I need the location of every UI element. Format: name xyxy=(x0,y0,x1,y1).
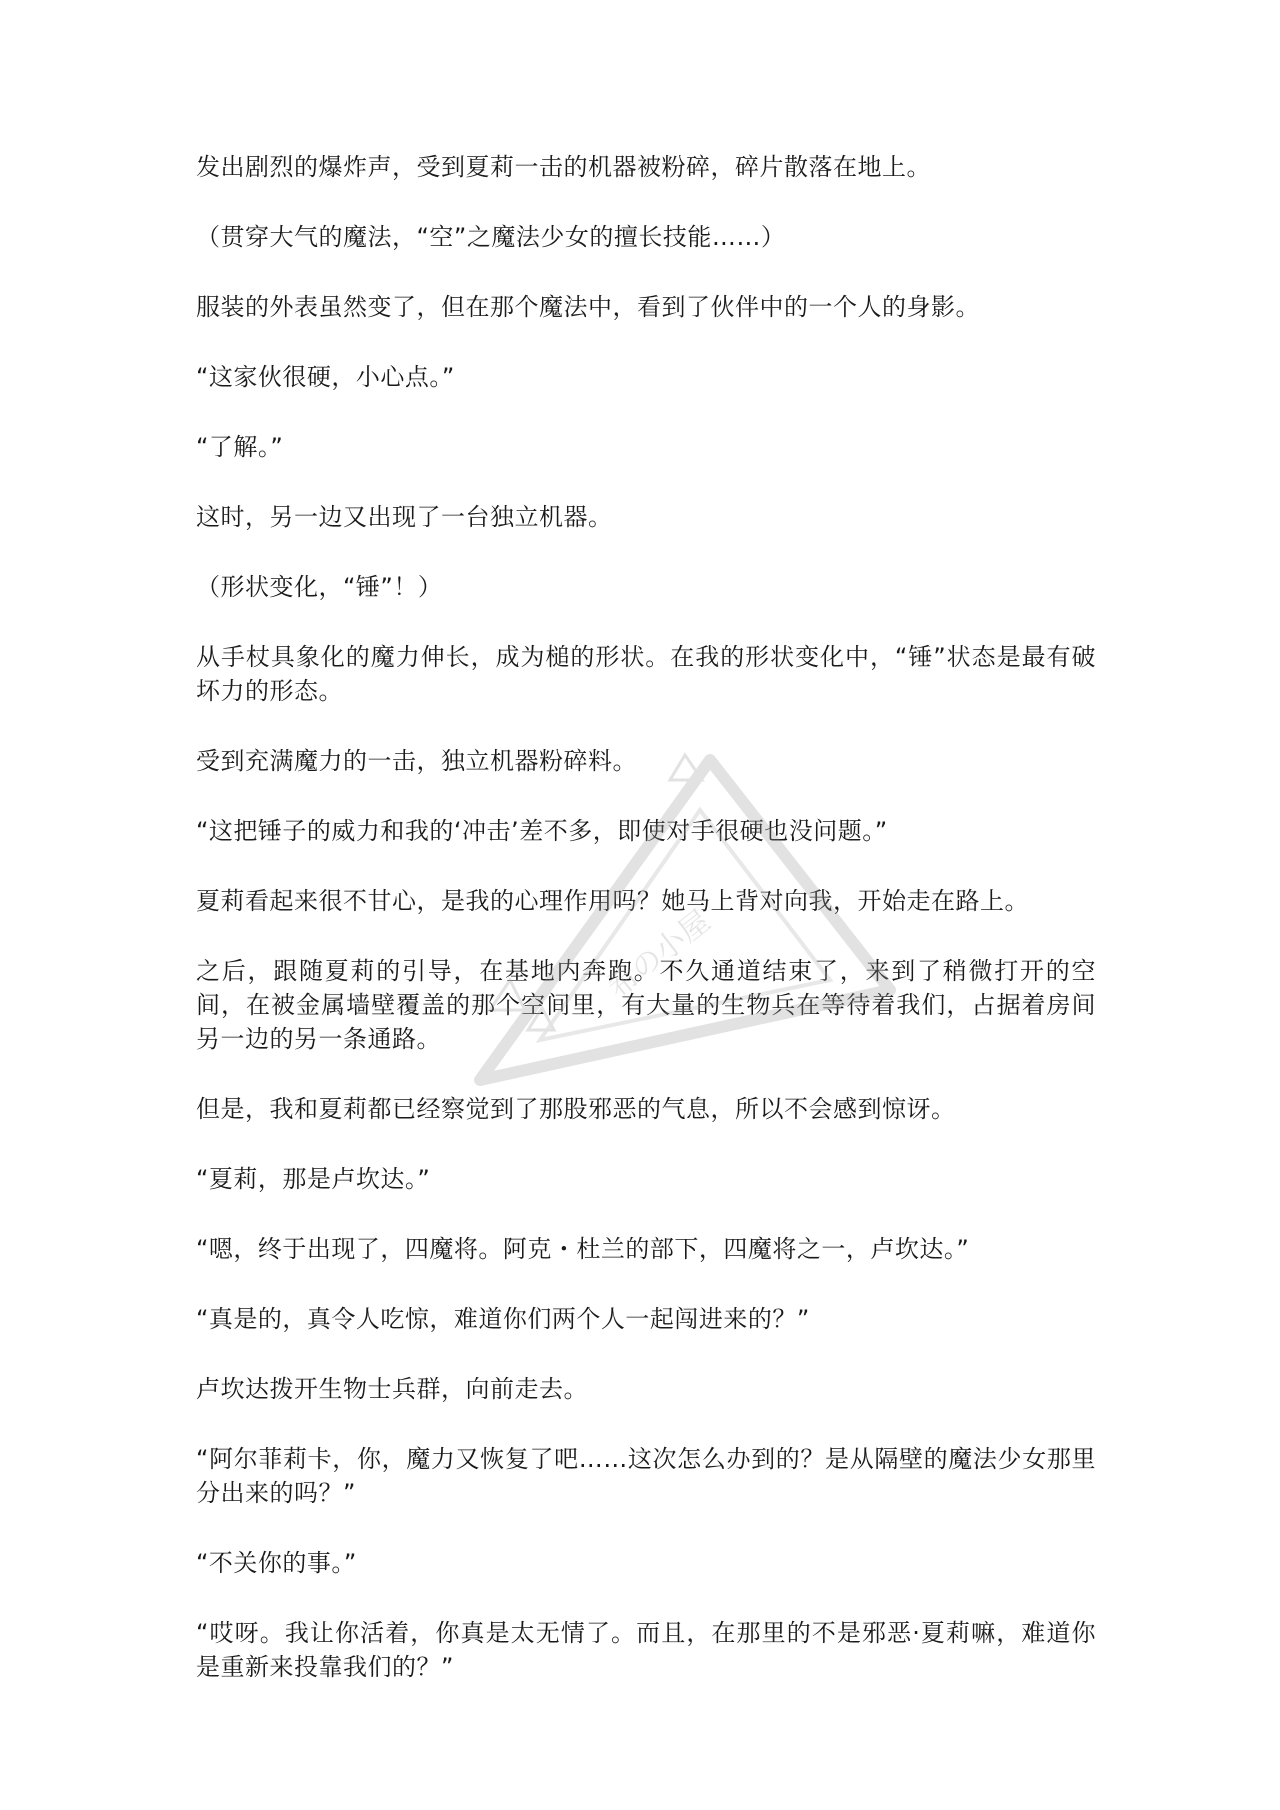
paragraph-3: 服装的外表虽然变了，但在那个魔法中，看到了伙伴中的一个人的身影。 xyxy=(196,293,980,321)
paragraph-18: “阿尔菲莉卡，你，魔力又恢复了吧……这次怎么办到的？是从隔壁的魔法少女那里分出来的吗？” xyxy=(196,1445,1096,1507)
paragraph-7: （形状变化，“锤”！） xyxy=(196,573,443,601)
paragraph-15: “嗯，终于出现了，四魔将。阿克・杜兰的部下，四魔将之一，卢坎达。” xyxy=(196,1235,970,1263)
paragraph-13: 但是，我和夏莉都已经察觉到了那股邪恶的气息，所以不会感到惊讶。 xyxy=(196,1095,956,1123)
paragraph-10: “这把锤子的威力和我的‘冲击’差不多，即使对手很硬也没问题。” xyxy=(196,817,888,845)
paragraph-11: 夏莉看起来很不甘心，是我的心理作用吗？她马上背对向我，开始走在路上。 xyxy=(196,887,1029,915)
paragraph-9: 受到充满魔力的一击，独立机器粉碎料。 xyxy=(196,747,637,775)
watermark-text: 希の小屋 xyxy=(600,903,718,1006)
document-body xyxy=(196,150,1096,1720)
paragraph-1: 发出剧烈的爆炸声，受到夏莉一击的机器被粉碎，碎片散落在地上。 xyxy=(196,153,931,181)
paragraph-6: 这时，另一边又出现了一台独立机器。 xyxy=(196,503,613,531)
paragraph-14: “夏莉，那是卢坎达。” xyxy=(196,1165,431,1193)
paragraph-17: 卢坎达拨开生物士兵群，向前走去。 xyxy=(196,1375,588,1403)
paragraph-16: “真是的，真令人吃惊，难道你们两个人一起闯进来的？” xyxy=(196,1305,810,1333)
paragraph-8: 从手杖具象化的魔力伸长，成为槌的形状。在我的形状变化中，“锤”状态是最有破坏力的形态。 xyxy=(196,643,1096,705)
paragraph-5: “了解。” xyxy=(196,433,284,461)
paragraph-19: “不关你的事。” xyxy=(196,1549,357,1577)
paragraph-2: （贯穿大气的魔法，“空”之魔法少女的擅长技能……） xyxy=(196,223,786,251)
paragraph-12: 之后，跟随夏莉的引导，在基地内奔跑。不久通道结束了，来到了稍微打开的空间，在被金属墙壁覆盖的那个空间里，有大量的生物兵在等待着我们，占据着房间另一边的另一条通路。 xyxy=(196,957,1096,1053)
paragraph-20: “哎呀。我让你活着，你真是太无情了。而且，在那里的不是邪恶·夏莉嘛，难道你是重新来投靠我们的？” xyxy=(196,1619,1096,1681)
paragraph-4: “这家伙很硬，小心点。” xyxy=(196,363,455,391)
